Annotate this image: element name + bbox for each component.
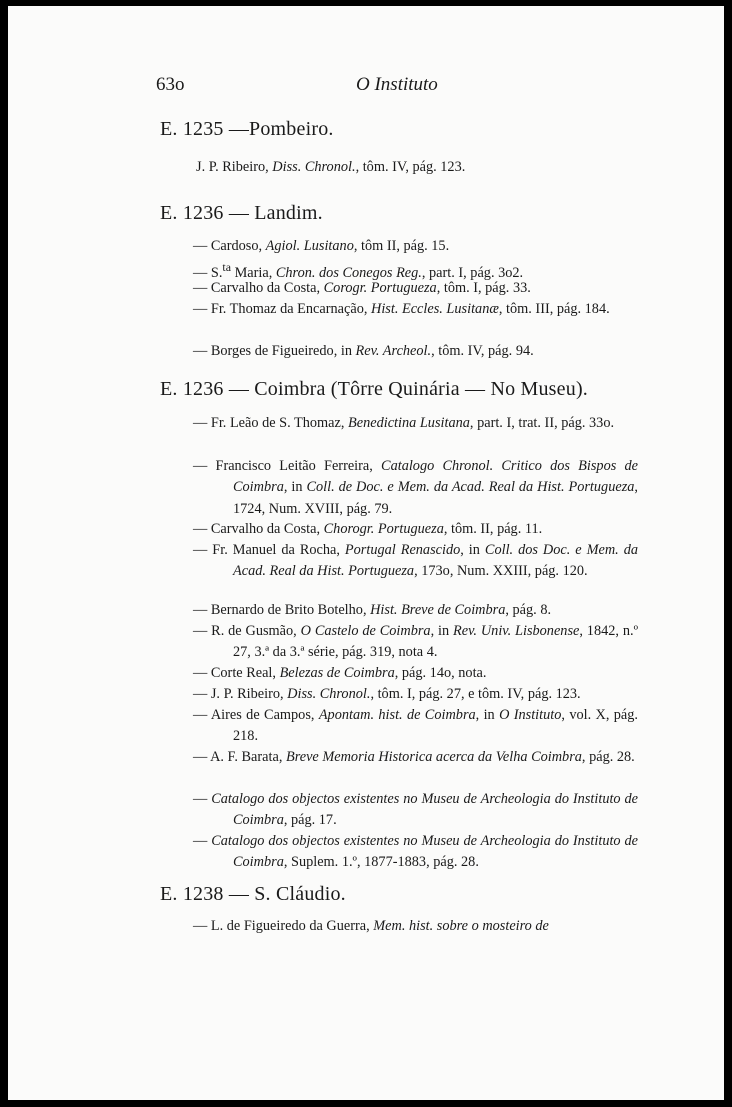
entry-heading-1236-coimbra: E. 1236 — Coimbra (Tôrre Quinária — No Museu).	[160, 378, 588, 400]
reference-line: — J. P. Ribeiro, Diss. Chronol., tôm. I, pág. 27, e tôm. IV, pág. 123.	[193, 686, 581, 702]
reference-line: — Corte Real, Belezas de Coimbra, pág. 14o, nota.	[193, 665, 487, 681]
reference-line: — Cardoso, Agiol. Lusitano, tôm II, pág. 15.	[193, 238, 450, 254]
running-title: O Instituto	[356, 74, 438, 95]
reference-line: — L. de Figueiredo da Guerra, Mem. hist. sobre o mosteiro de	[193, 918, 549, 934]
reference-line: — Catalogo dos objectos existentes no Museu de Archeologia do Instituto de Coimbra, pág. 17.	[193, 791, 639, 829]
reference-line: — Catalogo dos objectos existentes no Museu de Archeologia do Instituto de Coimbra, Suplem. 1.º, 1877-1883, pág. 28.	[193, 833, 639, 871]
reference-line: — Fr. Manuel da Rocha, Portugal Renascido, in Coll. dos Doc. e Mem. da Acad. Real da Hist. Portugueza, 173o, Num. XXIII, pág. 120.	[193, 542, 639, 580]
reference-line: — Francisco Leitão Ferreira, Catalogo Chronol. Critico dos Bispos de Coimbra, in Coll. de Doc. e Mem. da Acad. Real da Hist. Portugueza, 1724, Num. XVIII, pág. 79.	[193, 458, 638, 517]
reference-line: — Borges de Figueiredo, in Rev. Archeol., tôm. IV, pág. 94.	[193, 343, 534, 359]
running-header	[156, 74, 640, 100]
entry-heading-1238: E. 1238 — S. Cláudio.	[160, 883, 346, 905]
reference-line: — Bernardo de Brito Botelho, Hist. Breve de Coimbra, pág. 8.	[193, 602, 552, 618]
page	[8, 6, 724, 1100]
reference-line: — Fr. Thomaz da Encarnação, Hist. Eccles. Lusitanæ, tôm. III, pág. 184.	[193, 301, 610, 317]
reference-line: — S.$^{ta}$ Maria, Chron. dos Conegos Reg., part. I, pág. 3o2.	[193, 260, 524, 281]
reference-line: — R. de Gusmão, O Castelo de Coimbra, in Rev. Univ. Lisbonense, 1842, n.º 27, 3.ª da 3.ª série, pág. 319, nota 4.	[193, 623, 638, 661]
entry-heading-1236-landim: E. 1236 — Landim.	[160, 202, 323, 224]
reference-line: — Carvalho da Costa, Corogr. Portugueza, tôm. I, pág. 33.	[193, 280, 531, 296]
entry-heading-1235: E. 1235 —Pombeiro.	[160, 118, 334, 140]
reference-line: — Carvalho da Costa, Chorogr. Portugueza, tôm. II, pág. 11.	[193, 521, 543, 537]
reference-line: — A. F. Barata, Breve Memoria Historica acerca da Velha Coimbra, pág. 28.	[193, 749, 635, 765]
page-number: 63o	[156, 74, 185, 95]
reference-line: J. P. Ribeiro, Diss. Chronol., tôm. IV, pág. 123.	[196, 159, 466, 175]
reference-line: — Fr. Leão de S. Thomaz, Benedictina Lusitana, part. I, trat. II, pág. 33o.	[193, 415, 615, 431]
reference-line: — Aires de Campos, Apontam. hist. de Coimbra, in O Instituto, vol. X, pág. 218.	[193, 707, 638, 745]
